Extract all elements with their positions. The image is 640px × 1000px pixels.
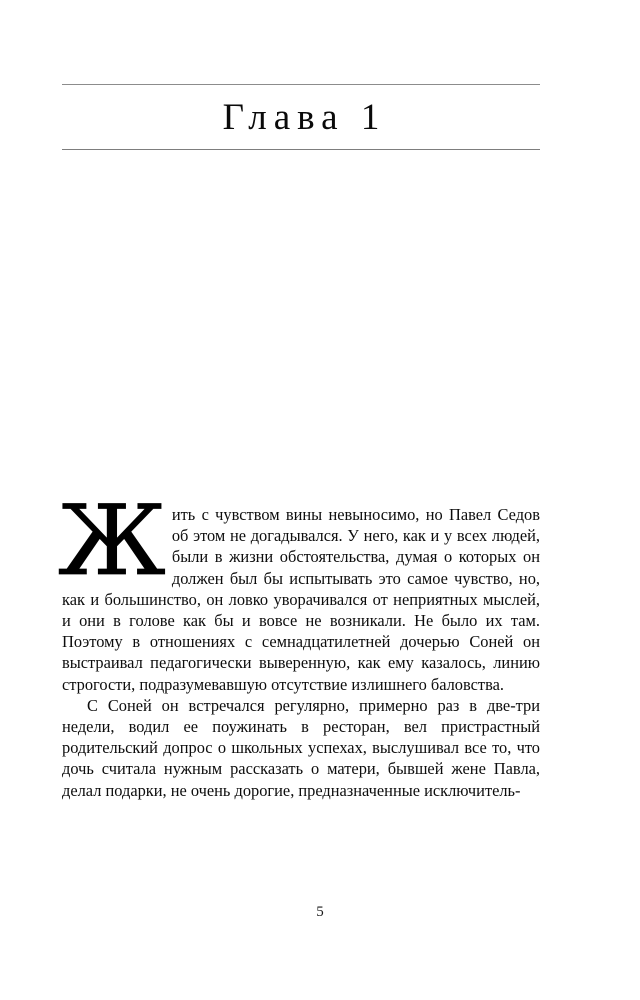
chapter-title: Глава 1 [222,97,387,138]
paragraph-second: С Соней он встречался регулярно, примерно раз в две-три недели, водил ее поужинать в ресторан, вел пристрастный родительский допрос о школьных успехах, выслушивал все то, что дочь считала нужным рассказать о матери, бывшей жене Павла, делал подарки, не очень дорогие, предназначенные исключитель- [62,695,540,800]
page-number: 5 [316,904,324,920]
header-rule-bottom [62,149,540,150]
paragraph-first-text: ить с чувством вины невыносимо, но Павел Седов об этом не догадывался. У него, как и у всех людей, были в жизни обстоятельства, думая о которых он должен был бы испытывать это самое чувство, но, как и большинство, он ловко уворачивался от неприятных мыслей, и они в голове как бы и вовсе не возникали. Не было их там. Поэтому в отношениях с семнадцатилетней дочерью Соней он выстраивал педагогически выверенную, как ему казалось, линию строгости, подразумевавшую отсутствие излишнего баловства. [62,505,540,694]
body-text-block [58,485,540,801]
drop-cap-letter: Ж [58,485,166,597]
chapter-header [62,84,540,150]
paragraph-first [58,485,540,695]
